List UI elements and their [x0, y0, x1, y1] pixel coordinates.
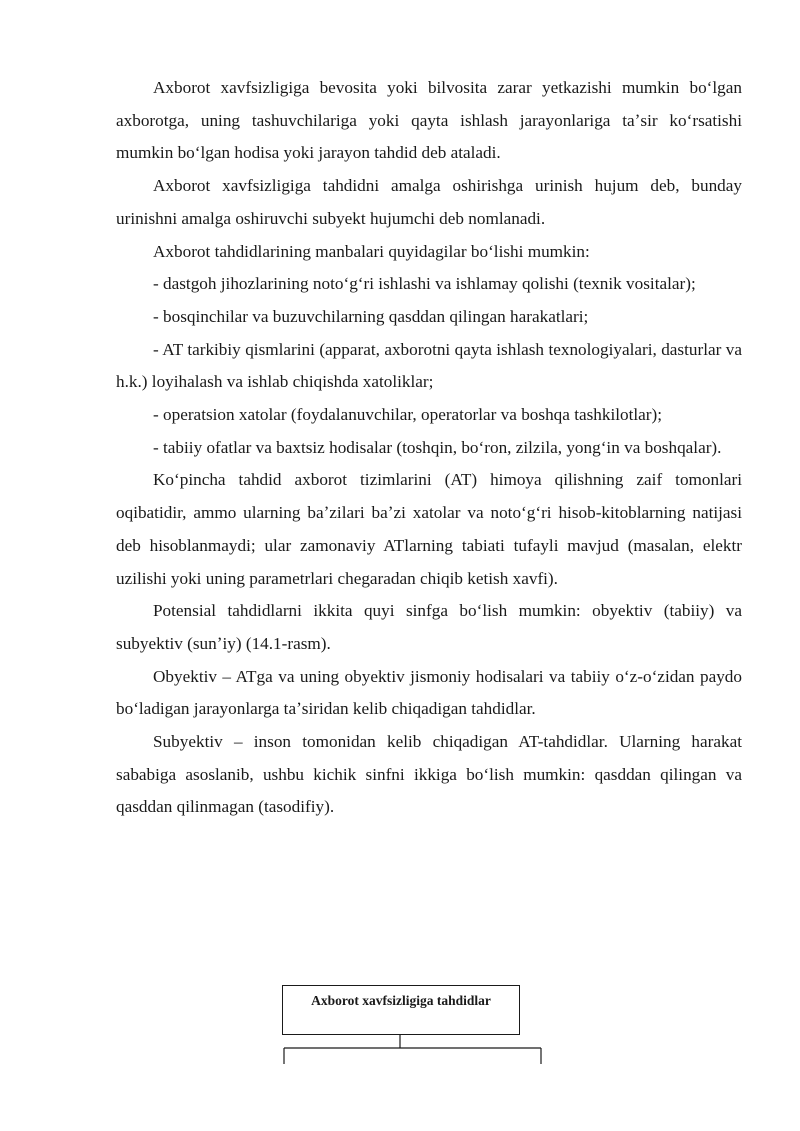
diagram-root-label: Axborot xavfsizligiga tahdidlar	[311, 993, 491, 1008]
list-item-natural-disasters: - tabiiy ofatlar va baxtsiz hodisalar (toshqin, boʻron, zilzila, yongʻin va boshqalar).	[153, 437, 722, 457]
paragraph-threat-definition: Axborot xavfsizligiga bevosita yoki bilvosita zarar yetkazishi mumkin boʻlgan axborotga, uning tashuvchilariga yoki qayta ishlash jarayonlariga taʼsir koʻrsatishi mumkin boʻlgan hodisa yoki jarayon tahdid deb ataladi.	[116, 78, 742, 163]
paragraph-subjective: Subyektiv – inson tomonidan kelib chiqadigan AT-tahdidlar. Ularning harakat sababiga asoslanib, ushbu kichik sinfni ikkiga boʻlish mumkin: qasddan qilingan va qasddan qilinmagan (tasodifiy).	[116, 732, 742, 817]
list-item-operational-errors: - operatsion xatolar (foydalanuvchilar, operatorlar va boshqa tashkilotlar);	[153, 405, 663, 425]
list-item-intruders: - bosqinchilar va buzuvchilarning qasddan qilingan harakatlari;	[153, 306, 589, 326]
paragraph-subclasses: Potensial tahdidlarni ikkita quyi sinfga boʻlish mumkin: obyektiv (tabiiy) va subyektiv (sunʼiy) (14.1-rasm).	[116, 601, 742, 653]
list-item-hardware: - dastgoh jihozlarining notoʻgʻri ishlashi va ishlamay qolishi (texnik vositalar);	[153, 274, 696, 294]
paragraph-attack-definition: Axborot xavfsizligiga tahdidni amalga oshirishga urinish hujum deb, bunday urinishni amalga oshiruvchi subyekt hujumchi deb nomlanadi.	[116, 176, 742, 228]
body-text	[116, 72, 742, 824]
paragraph-weaknesses: Koʻpincha tahdid axborot tizimlarini (AT) himoya qilishning zaif tomonlari oqibatidir, ammo ularning baʼzilari baʼzi xatolar va notoʻgʻri hisob-kitoblarning natijasi deb hisoblanmaydi; ular zamonaviy ATlarning tabiati tufayli mavjud (masalan, elektr uzilishi yoki uning parametrlari chegaradan chiqib ketish xavfi).	[116, 470, 742, 588]
list-item-design-errors: - AT tarkibiy qismlarini (apparat, axborotni qayta ishlash texnologiyalari, dasturlar va h.k.) loyihalash va ishlab chiqishda xatoliklar;	[116, 339, 742, 392]
paragraph-sources-intro: Axborot tahdidlarining manbalari quyidagilar boʻlishi mumkin:	[153, 241, 590, 261]
diagram-root-box	[282, 985, 520, 1035]
paragraph-objective: Obyektiv – ATga va uning obyektiv jismoniy hodisalari va tabiiy oʻz-oʻzidan paydo boʻladigan jarayonlarga taʼsiridan kelib chiqadigan tahdidlar.	[116, 666, 742, 719]
